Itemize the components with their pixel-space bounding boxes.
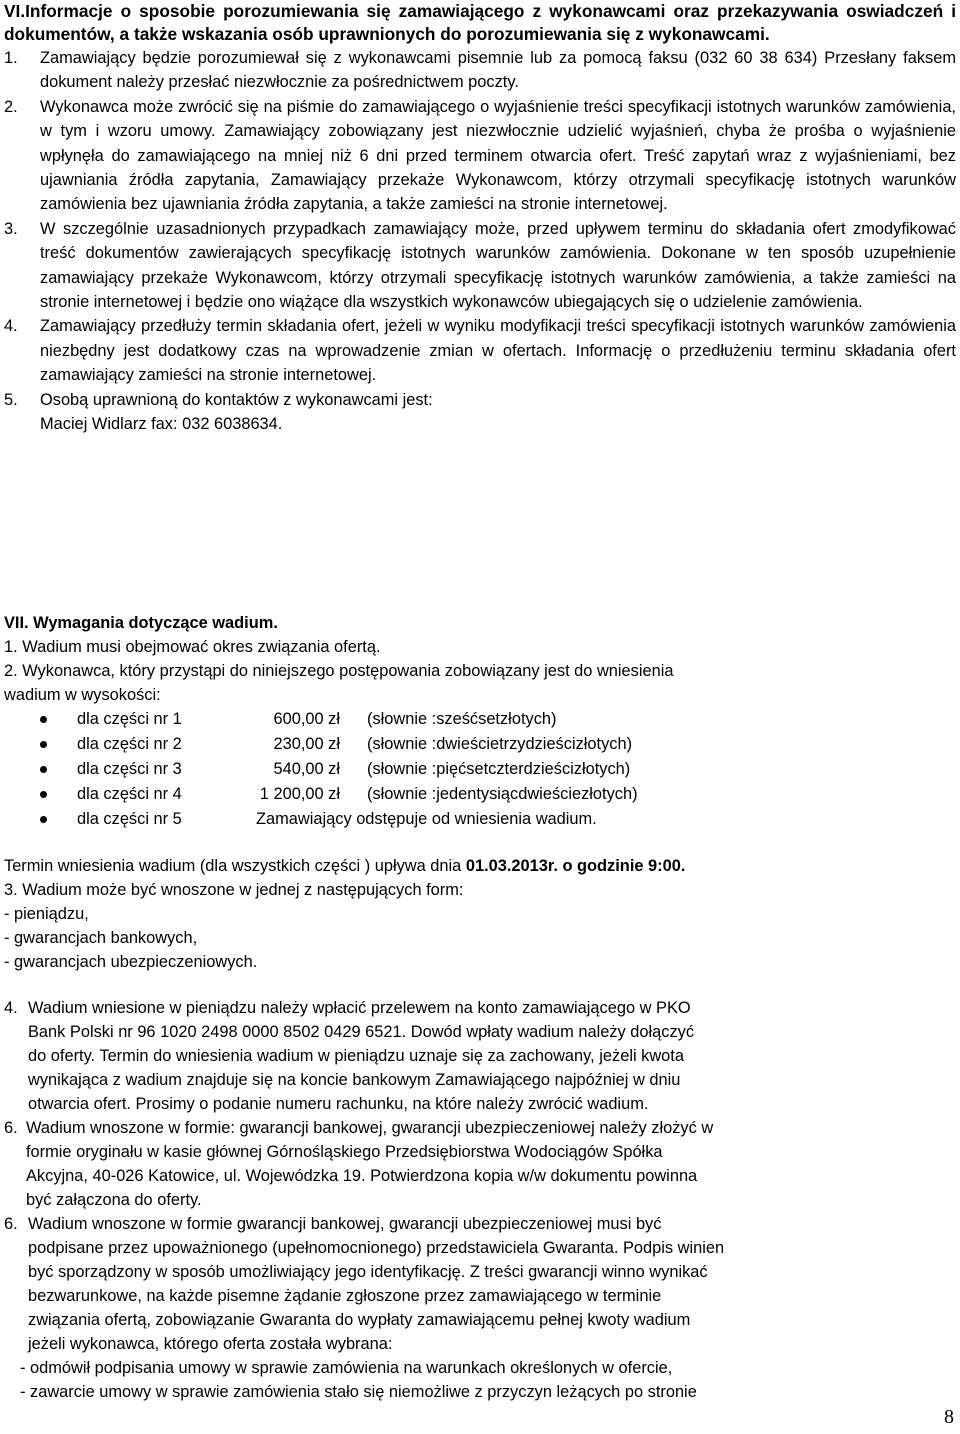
bullet-icon	[40, 816, 47, 823]
list-item: 4. Zamawiający przedłuży termin składania ofert, jeżeli w wyniku modyfikacji treści specyfikacji istotnych warunków zamówienia niezbędny jest dodatkowy czas na wprowadzenie zmian w ofertach. Informację o przedłużeniu terminu składania ofert zamawiający zamieści na stronie internetowej.	[4, 317, 956, 385]
form-item: - gwarancjach bankowych,	[4, 929, 198, 947]
list-item: dla części nr 3 540,00 zł (słownie :pięćsetczterdzieścizłotych)	[4, 757, 956, 782]
page-number: 8	[944, 1406, 954, 1428]
paragraph-6a: 6. Wadium wnoszone w formie: gwarancji bankowej, gwarancji ubezpieczeniowej należy złożyć w formie oryginału w kasie głównej Górnośląskiego Przedsiębiorstwa Wodociągów Spółka Akcyjna, 40-026 Katowice, ul. Wojewódzka 19. Potwierdzona kopia w/w dokumentu powinna być załączona do oferty.	[4, 1119, 714, 1209]
bullet-icon	[40, 741, 47, 748]
list-item: 1. Zamawiający będzie porozumiewał się z wykonawcami pisemnie lub za pomocą faksu (032 60 38 634) Przesłany faksem dokument należy przesłać niezwłocznie za pośrednictwem poczty.	[4, 49, 956, 92]
paragraph-2b: wadium w wysokości:	[4, 686, 161, 704]
paragraph-4: 4. Wadium wniesione w pieniądzu należy wpłacić przelewem na konto zamawiającego w PKO Bank Polski nr 96 1020 2498 0000 8502 0429 6521. Dowód wpłaty wadium należy dołączyć do oferty. Termin do wniesienia wadium w pieniądzu uznaje się za zachowany, jeżeli kwota wynikająca z wadium znajduje się na koncie bankowym Zamawiającego najpóźniej w dniu otwarcia ofert. Prosimy o podanie numeru rachunku, na które należy zwrócić wadium.	[4, 999, 695, 1113]
section-vii-heading: VII. Wymagania dotyczące wadium.	[4, 614, 278, 632]
form-item: - gwarancjach ubezpieczeniowych.	[4, 953, 258, 971]
bullet-icon	[40, 791, 47, 798]
condition-item: - zawarcie umowy w sprawie zamówienia stało się niemożliwe z przyczyn leżących po stronie	[20, 1383, 697, 1401]
bullet-icon	[40, 716, 47, 723]
list-item: dla części nr 4 1 200,00 zł (słownie :jedentysiącdwieściezłotych)	[4, 782, 956, 807]
section-vi-list	[4, 46, 956, 437]
list-item: dla części nr 5 Zamawiający odstępuje od wniesienia wadium.	[4, 807, 956, 832]
section-vii	[4, 611, 956, 1404]
form-item: - pieniądzu,	[4, 905, 89, 923]
contact-person: Maciej Widlarz fax: 032 6038634.	[40, 415, 283, 434]
list-item: dla części nr 2 230,00 zł (słownie :dwieścietrzydzieścizłotych)	[4, 732, 956, 757]
list-item: 2. Wykonawca może zwrócić się na piśmie do zamawiającego o wyjaśnienie treści specyfikacji istotnych warunków zamówienia, w tym i wzoru umowy. Zamawiający zobowiązany jest niezwłocznie udzielić wyjaśnień, chyba że prośba o wyjaśnienie wpłynęła do zamawiającego na mniej niż 6 dni przed terminem otwarcia ofert. Treść zapytań wraz z wyjaśnieniami, bez ujawniania źródła zapytania, Zamawiający przekaże Wykonawcom, którzy otrzymali specyfikację istotnych warunków zamówienia bez ujawniania źródła zapytania, a także zamieści na stronie internetowej.	[4, 97, 956, 214]
paragraph-1: 1. Wadium musi obejmować okres związania ofertą.	[4, 638, 381, 656]
list-item: 5. Osobą uprawnioną do kontaktów z wykonawcami jest: Maciej Widlarz fax: 032 6038634.	[4, 388, 956, 437]
section-vi-heading: VI.Informacje o sposobie porozumiewania się zamawiającego z wykonawcami oraz przekazywania oswiadczeń i dokumentów, a także wskazania osób uprawnionych do porozumiewania się z wykonawcami.	[4, 1, 956, 44]
bullet-icon	[40, 766, 47, 773]
paragraph-2a: 2. Wykonawca, który przystąpi do niniejszego postępowania zobowiązany jest do wniesienia	[4, 662, 674, 680]
paragraph-6b: 6. Wadium wnoszone w formie gwarancji bankowej, gwarancji ubezpieczeniowej musi być podpisane przez upoważnionego (upełnomocnionego) przedstawiciela Gwaranta. Podpis winien być sporządzony w sposób umożliwiający jego identyfikację. Z treści gwarancji winno wynikać bezwarunkowe, na każde pisemne żądanie zgłoszone przez zamawiającego w terminie związania ofertą, zobowiązanie Gwaranta do wypłaty zamawiającemu pełnej kwoty wadium jeżeli wykonawca, którego oferta została wybrana:	[4, 1215, 725, 1353]
condition-item: - odmówił podpisania umowy w sprawie zamówienia na warunkach określonych w ofercie,	[20, 1359, 673, 1377]
wadium-amounts-list	[4, 707, 956, 832]
wadium-deadline: Termin wniesienia wadium (dla wszystkich części ) upływa dnia 01.03.2013r. o godzinie 9:00.	[4, 857, 686, 875]
list-item: 3. W szczególnie uzasadnionych przypadkach zamawiający może, przed upływem terminu do składania ofert zmodyfikować treść dokumentów zawierających specyfikację istotnych warunków zamówienia. Dokonane w ten sposób uzupełnienie zamawiający przekaże Wykonawcom, którzy otrzymali specyfikację istotnych warunków zamówienia, a także zamieści na stronie internetowej i będzie ono wiążące dla wszystkich wykonawców ubiegających się o udzielenie zamówienia.	[4, 219, 956, 312]
section-vi	[4, 0, 956, 437]
paragraph-3: 3. Wadium może być wnoszone w jednej z następujących form:	[4, 881, 464, 899]
list-item: dla części nr 1 600,00 zł (słownie :sześćsetzłotych)	[4, 707, 956, 732]
